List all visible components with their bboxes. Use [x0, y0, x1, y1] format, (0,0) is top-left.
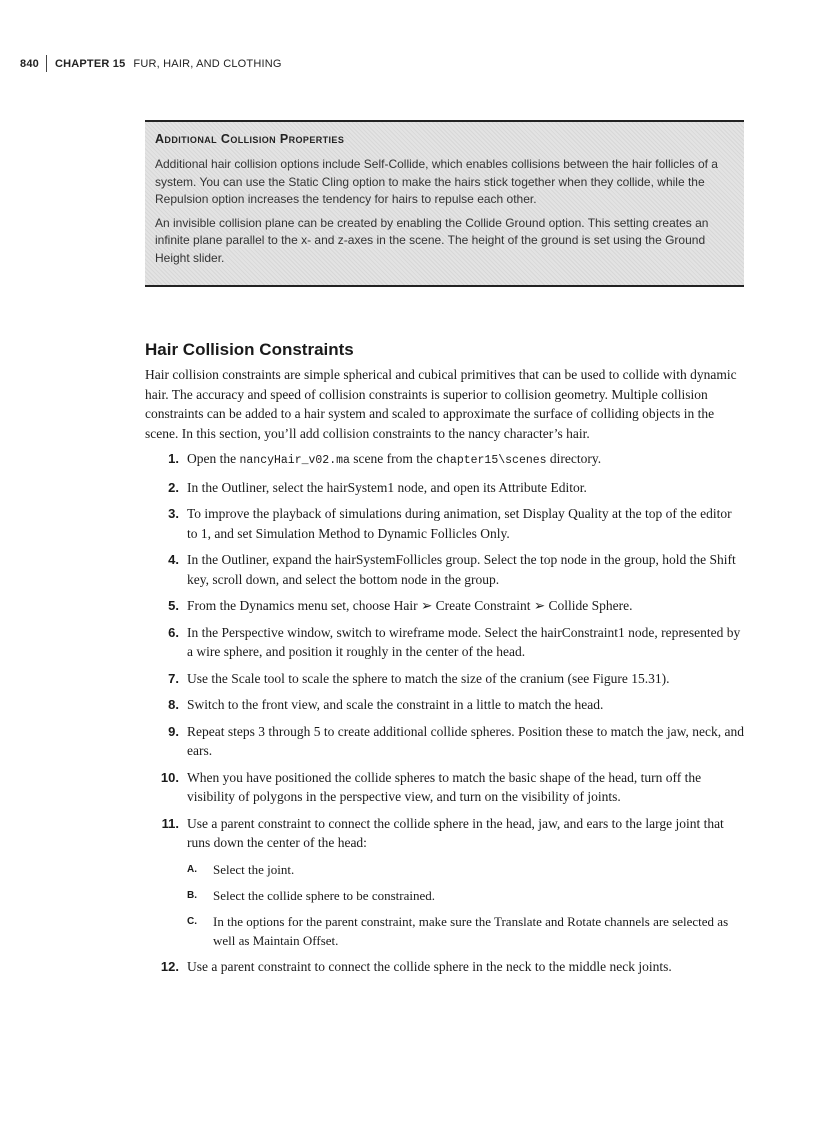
step-text: Use a parent constraint to connect the collide sphere in the head, jaw, and ears to the large joint that runs down the center of the head: [187, 815, 724, 850]
substep-item [187, 912, 745, 950]
step-number: 8. [168, 697, 179, 712]
chapter-title: FUR, HAIR, AND CLOTHING [133, 57, 282, 70]
section-heading: Hair Collision Constraints [145, 340, 354, 359]
step-number: 4. [168, 552, 179, 567]
step-number: 12. [160, 958, 179, 974]
step-text: scene from the [349, 451, 437, 466]
step-item [145, 623, 745, 662]
step-item [145, 550, 745, 589]
step-number: 1. [168, 451, 179, 466]
chapter-label: CHAPTER 15 [54, 57, 126, 70]
substep-label: B. [187, 889, 197, 901]
step-number: 10. [160, 769, 179, 785]
step-item [145, 722, 745, 761]
steps-list [145, 449, 745, 976]
substep-label: A. [187, 863, 197, 875]
step-number: 2. [168, 479, 179, 495]
step-text: Use the Scale tool to scale the sphere to match the size of the cranium (see Figure 15.31). [187, 670, 670, 686]
step-text: In the Outliner, select the hairSystem1 node, and open its Attribute Editor. [187, 479, 587, 495]
substep-text: In the options for the parent constraint, make sure the Translate and Rotate channels are selected as well as Maintain Offset. [213, 913, 729, 948]
sidebar-paragraph: Additional hair collision options include Self-Collide, which enables collisions between the hair follicles of a system. You can use the Static Cling option to make the hairs stick together when they collide, while the Repulsion option increases the tendency for hairs to repulse each other. [155, 157, 718, 206]
step-text: In the Perspective window, switch to wireframe mode. Select the hairConstraint1 node, represented by a wire sphere, and position it roughly in the center of the head. [187, 624, 741, 659]
step-text: To improve the playback of simulations during animation, set Display Quality at the top of the editor to 1, and set Simulation Method to Dynamic Follicles Only. [187, 506, 732, 541]
step-text: Switch to the front view, and scale the constraint in a little to match the head. [187, 697, 604, 712]
step-text: Repeat steps 3 through 5 to create additional collide spheres. Position these to match the jaw, neck, and ears. [187, 723, 744, 758]
substep-item [187, 886, 745, 905]
sidebar-title: Additional Collision Properties [155, 132, 345, 146]
sidebar-box [145, 120, 744, 287]
step-item [145, 504, 745, 543]
running-header [20, 55, 282, 72]
step-item [145, 814, 745, 950]
step-item [145, 957, 745, 977]
substep-label: C. [187, 915, 197, 927]
substep-text: Select the collide sphere to be constrained. [213, 887, 436, 903]
directory-path: chapter15\scenes [436, 454, 547, 467]
header-divider [46, 55, 47, 72]
step-number: 6. [168, 624, 179, 640]
step-text: Open the [187, 451, 240, 466]
step-number: 9. [168, 723, 179, 739]
step-text: directory. [546, 451, 602, 466]
step-item [145, 695, 745, 715]
sidebar-paragraph: An invisible collision plane can be created by enabling the Collide Ground option. This setting creates an infinite plane parallel to the x- and z-axes in the scene. The height of the ground is set using the Ground Height slider. [155, 215, 709, 265]
substep-text: Select the joint. [213, 861, 295, 877]
step-item [145, 669, 745, 689]
step-number: 7. [168, 670, 179, 686]
step-text: When you have positioned the collide spheres to match the basic shape of the head, turn off the visibility of polygons in the perspective view, and turn on the visibility of joints. [187, 769, 702, 804]
main-content [145, 340, 745, 983]
step-text: From the Dynamics menu set, choose Hair ➢ Create Constraint ➢ Collide Sphere. [187, 598, 633, 613]
section-intro: Hair collision constraints are simple spherical and cubical primitives that can be used to collide with dynamic hair. The accuracy and speed of collision constraints is superior to collision geometry. Multiple collision constraints can be added to a hair system and scaled to approximate the surface of colliding objects in the scene. In this section, you’ll add collision constraints to the nancy character’s hair. [145, 367, 737, 441]
step-item [145, 449, 745, 471]
step-number: 5. [168, 598, 179, 613]
step-item [145, 478, 745, 498]
page-number: 840 [20, 57, 39, 70]
step-item [145, 596, 745, 616]
step-item [145, 768, 745, 807]
step-number: 3. [168, 506, 179, 521]
step-text: Use a parent constraint to connect the collide sphere in the neck to the middle neck joints. [187, 958, 672, 974]
substeps-list [187, 860, 745, 950]
file-name: nancyHair_v02.ma [239, 454, 350, 467]
step-text: In the Outliner, expand the hairSystemFollicles group. Select the top node in the group, hold the Shift key, scroll down, and select the bottom node in the group. [187, 552, 736, 587]
substep-item [187, 860, 745, 879]
step-number: 11. [161, 815, 179, 831]
